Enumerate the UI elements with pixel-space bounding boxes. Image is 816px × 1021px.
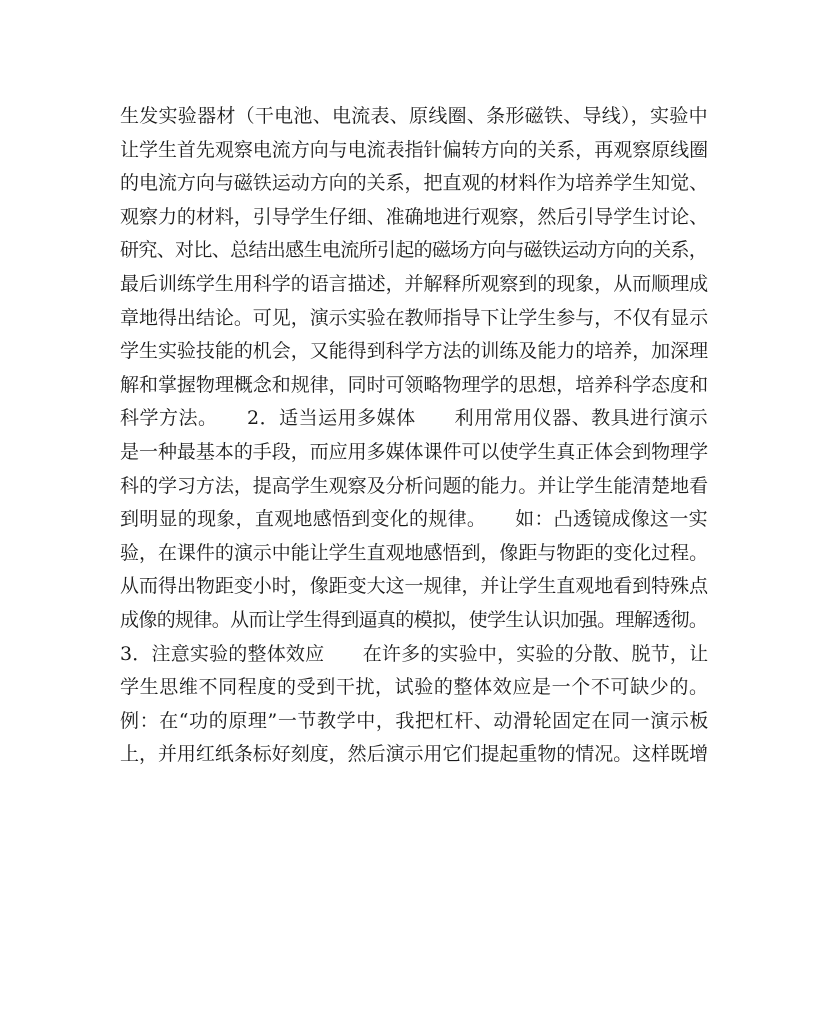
- text-line: 学生思维不同程度的受到干扰，试验的整体效应是一个不可缺少的。: [120, 676, 709, 699]
- text-line: 到明显的现象，直观地感悟到变化的规律。 如：凸透镜成像这一实: [120, 508, 708, 531]
- text-line: 学生实验技能的机会，又能得到科学方法的训练及能力的培养，加深理: [120, 340, 709, 363]
- text-line: 科的学习方法，提高学生观察及分析问题的能力。并让学生能清楚地看: [120, 474, 709, 497]
- text-line: 研究、对比、总结出感生电流所引起的磁场方向与磁铁运动方向的关系，: [120, 239, 708, 262]
- text-line: 观察力的材料，引导学生仔细、准确地进行观察，然后引导学生讨论、: [120, 205, 709, 228]
- text-line: 是一种最基本的手段，而应用多媒体课件可以使学生真正体会到物理学: [120, 440, 709, 463]
- text-line: 让学生首先观察电流方向与电流表指针偏转方向的关系，再观察原线圈: [120, 138, 709, 161]
- text-line: 章地得出结论。可见，演示实验在教师指导下让学生参与，不仅有显示: [120, 306, 709, 329]
- text-line: 解和掌握物理概念和规律，同时可领略物理学的思想，培养科学态度和: [120, 373, 709, 396]
- text-line: 验，在课件的演示中能让学生直观地感悟到，像距与物距的变化过程。: [120, 541, 709, 564]
- text-line: 上，并用红纸条标好刻度，然后演示用它们提起重物的情况。这样既增: [120, 743, 709, 766]
- text-line: 例：在“功的原理”一节教学中，我把杠杆、动滑轮固定在同一演示板: [120, 709, 710, 732]
- text-line: 从而得出物距变小时，像距变大这一规律，并让学生直观地看到特殊点: [120, 575, 709, 598]
- text-line: 3．注意实验的整体效应 在许多的实验中，实验的分散、脱节，让: [120, 642, 709, 665]
- text-line: 科学方法。 2．适当运用多媒体 利用常用仪器、教具进行演示: [120, 407, 709, 430]
- body-text: [120, 100, 720, 772]
- text-line: 成像的规律。从而让学生得到逼真的模拟，使学生认识加强。理解透彻。: [120, 608, 708, 631]
- text-line: 生发实验器材（干电池、电流表、原线圈、条形磁铁、导线），实验中: [120, 105, 708, 127]
- text-line: 最后训练学生用科学的语言描述，并解释所观察到的现象，从而顺理成: [120, 272, 709, 295]
- text-line: 的电流方向与磁铁运动方向的关系，把直观的材料作为培养学生知觉、: [120, 172, 709, 195]
